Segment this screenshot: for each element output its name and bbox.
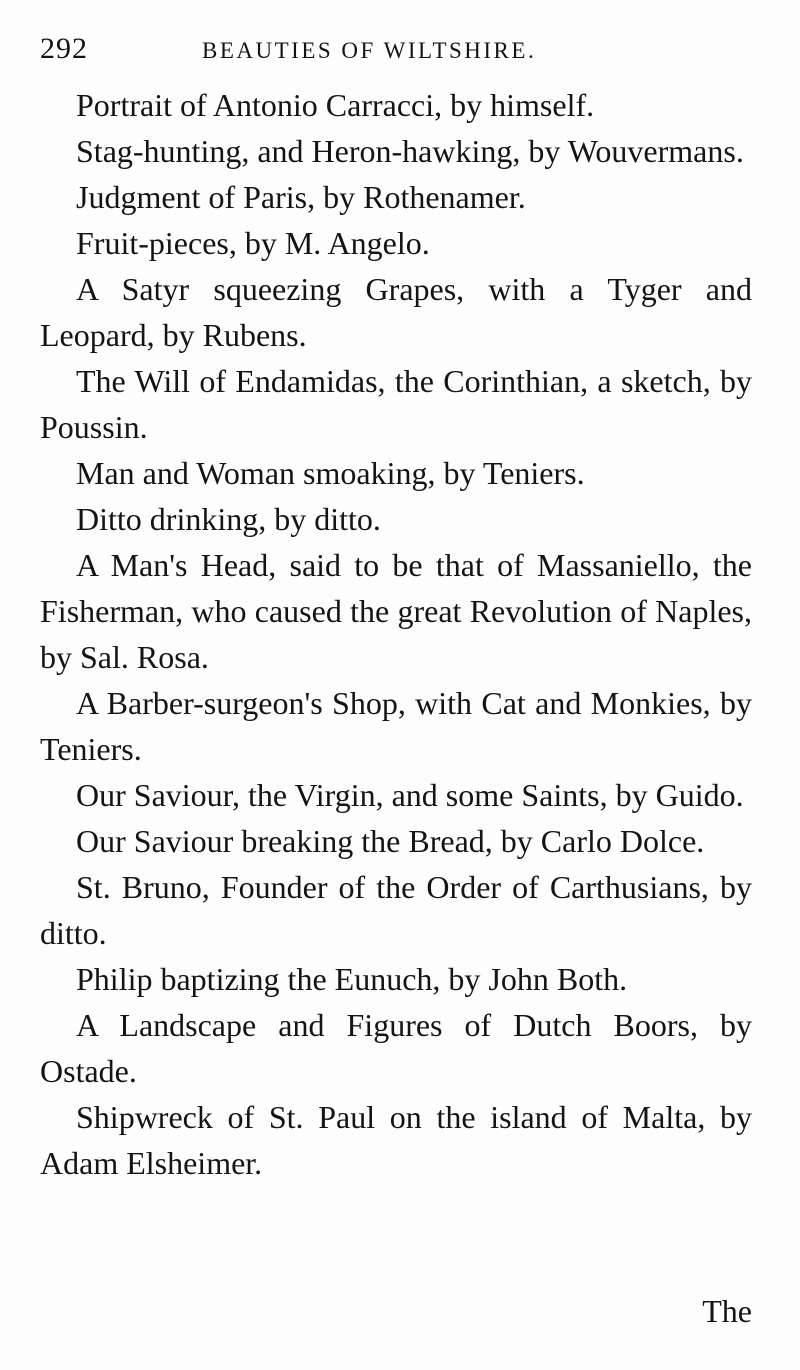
list-entry: Ditto drinking, by ditto. [76, 501, 381, 537]
list-entry: A Landscape and Figures of Dutch Boors, by Ostade. [40, 1007, 752, 1089]
catchword: The [702, 1293, 752, 1329]
list-entry: Shipwreck of St. Paul on the island of Malta, by Adam Elsheimer. [40, 1099, 752, 1181]
running-head [40, 30, 760, 70]
list-entry: Stag-hunting, and Heron-hawking, by Wouvermans. [76, 133, 744, 169]
list-entry: Fruit-pieces, by M. Angelo. [76, 225, 430, 261]
list-entry: Man and Woman smoaking, by Teniers. [76, 455, 585, 491]
list-entry: Our Saviour, the Virgin, and some Saints, by Guido. [76, 777, 744, 813]
body-text [40, 82, 752, 1186]
page-number: 292 [40, 32, 88, 65]
list-entry: The Will of Endamidas, the Corinthian, a sketch, by Poussin. [40, 363, 752, 445]
list-entry: A Man's Head, said to be that of Massaniello, the Fisherman, who caused the great Revolution of Naples, by Sal. Rosa. [40, 547, 752, 675]
running-title: BEAUTIES OF WILTSHIRE. [202, 38, 537, 63]
list-entry: Philip baptizing the Eunuch, by John Both. [76, 961, 628, 997]
list-entry: A Satyr squeezing Grapes, with a Tyger and Leopard, by Rubens. [40, 271, 752, 353]
list-entry: St. Bruno, Founder of the Order of Carthusians, by ditto. [40, 869, 752, 951]
list-entry: A Barber-surgeon's Shop, with Cat and Monkies, by Teniers. [40, 685, 752, 767]
list-entry: Our Saviour breaking the Bread, by Carlo Dolce. [76, 823, 705, 859]
list-entry: Judgment of Paris, by Rothenamer. [76, 179, 526, 215]
list-entry: Portrait of Antonio Carracci, by himself. [76, 87, 595, 123]
